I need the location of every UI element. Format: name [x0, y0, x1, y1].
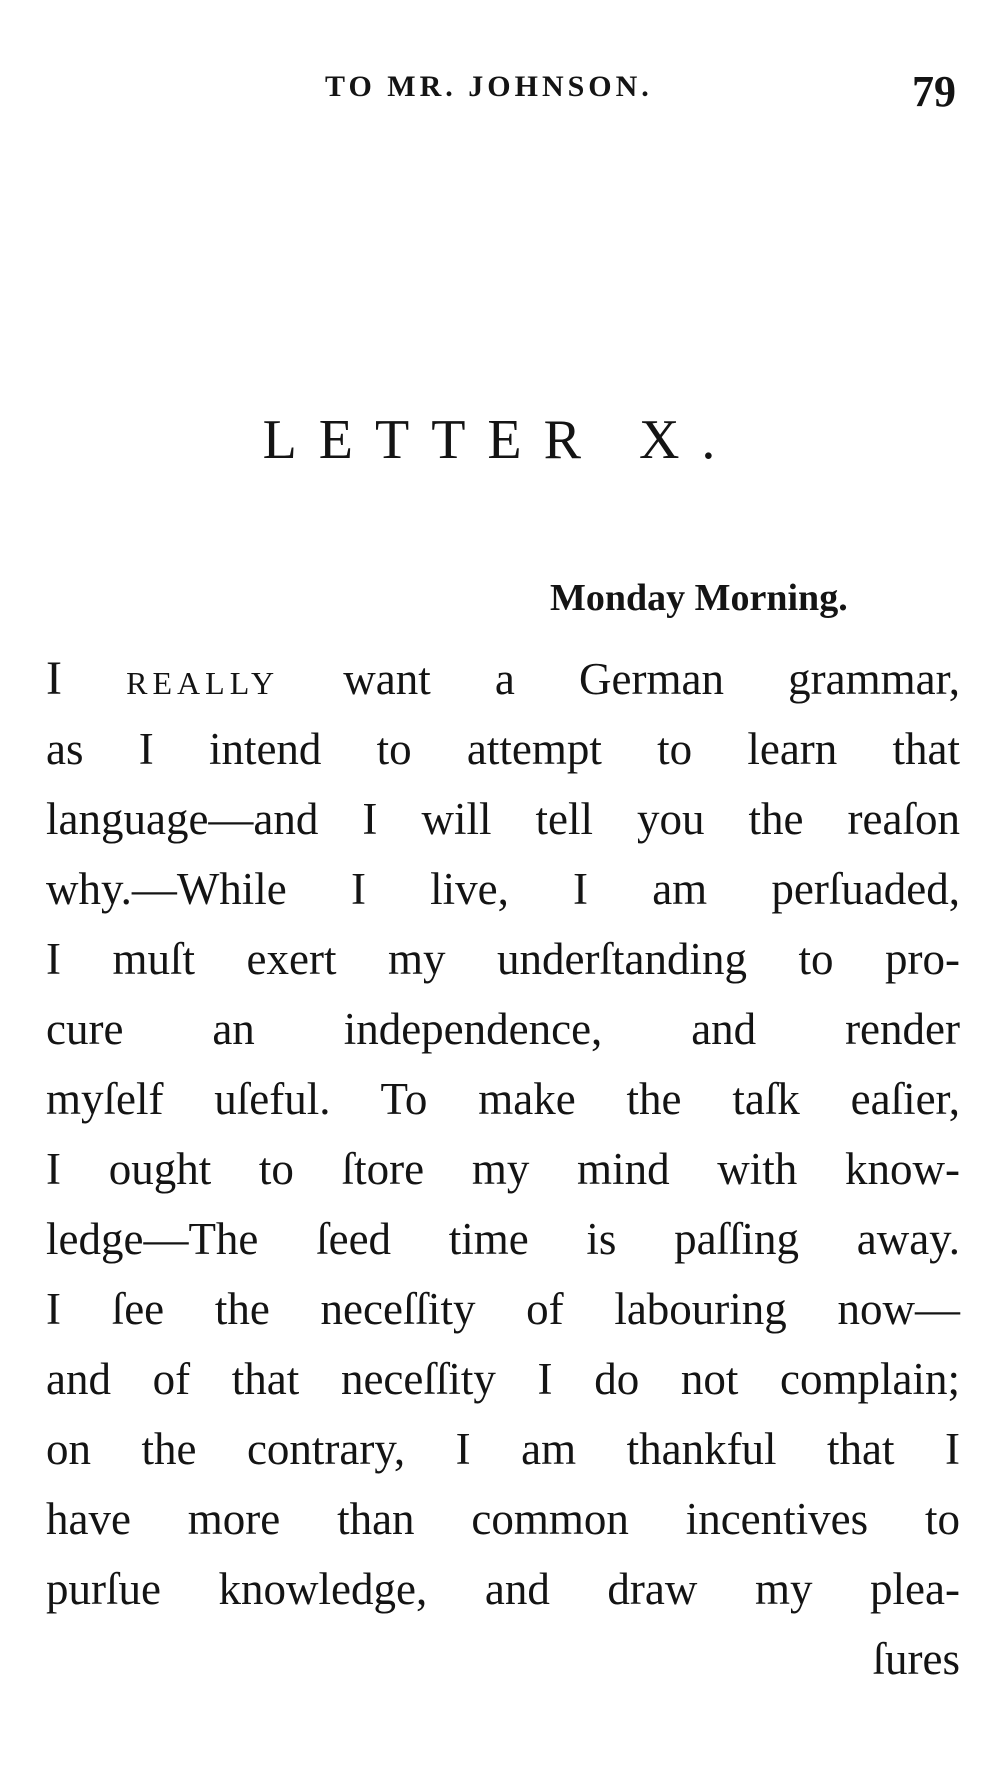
body-line: purſue knowledge, and draw my plea-: [46, 1564, 960, 1614]
body-line: myſelf uſeful. To make the taſk eaſier,: [46, 1074, 960, 1124]
body-line: as I intend to attempt to learn that: [46, 724, 960, 774]
body-line: on the contrary, I am thankful that I: [46, 1424, 960, 1474]
body-line-text: want a German grammar,: [279, 654, 961, 704]
catchword: ſures: [872, 1634, 960, 1684]
body-line: I ſee the neceſſity of labouring now—: [46, 1284, 960, 1334]
body-line: and of that neceſſity I do not complain;: [46, 1354, 960, 1404]
body-line: I ought to ſtore my mind with know-: [46, 1144, 960, 1194]
dateline: Monday Morning.: [550, 577, 848, 619]
body-line: I muſt exert my underſtanding to pro-: [46, 934, 960, 984]
opening-small-caps: REALLY: [126, 665, 280, 701]
body-line: cure an independence, and render: [46, 1004, 960, 1054]
letter-body: [46, 644, 960, 1694]
page-number: 79: [912, 67, 956, 116]
running-head: TO MR. JOHNSON.: [325, 70, 653, 103]
body-line: [46, 644, 960, 714]
opening-word: I: [46, 652, 62, 705]
body-line: language—and I will tell you the reaſon: [46, 794, 960, 844]
body-line: why.—While I live, I am perſuaded,: [46, 864, 960, 914]
body-line: have more than common incentives to: [46, 1494, 960, 1544]
letter-title: LETTER X.: [262, 409, 738, 471]
body-line: ledge—The ſeed time is paſſing away.: [46, 1214, 960, 1264]
